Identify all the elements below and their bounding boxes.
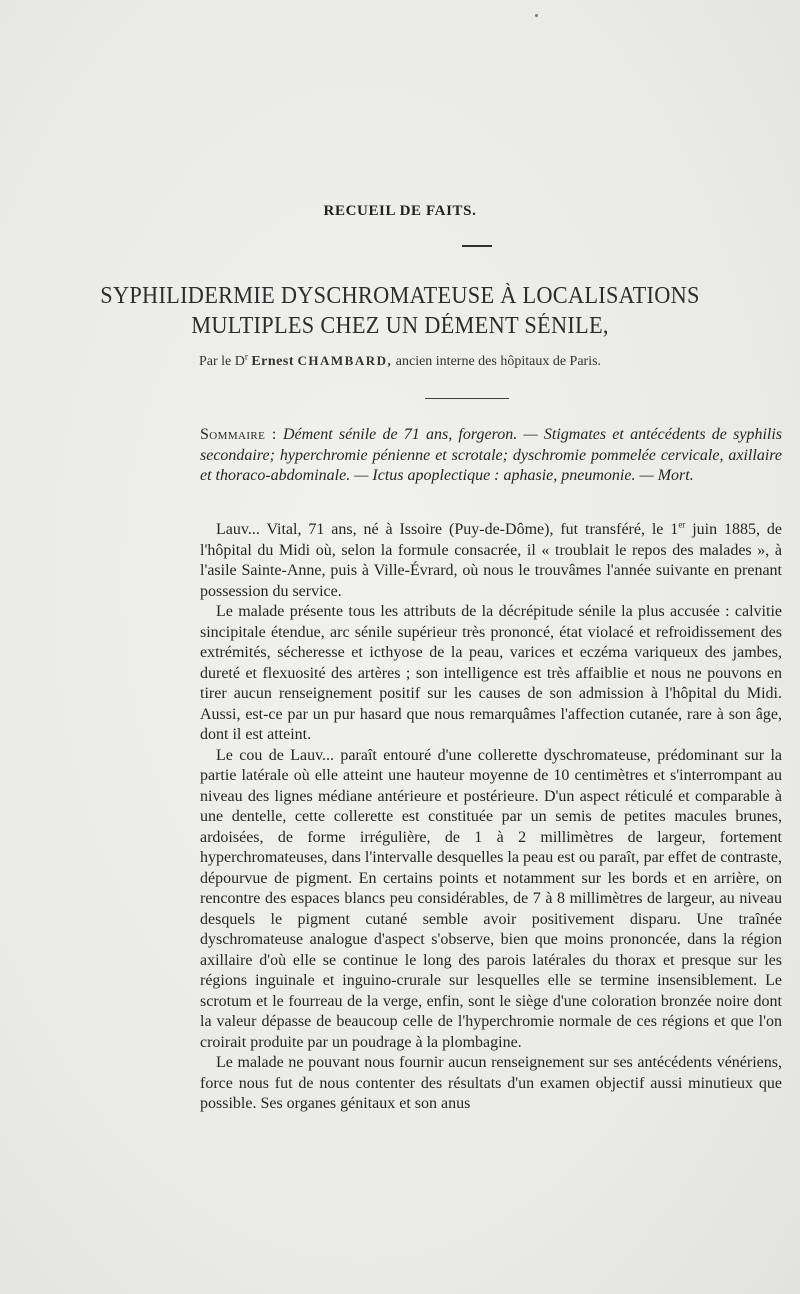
paragraph-4-text: Le malade ne pouvant nous fournir aucun renseignement sur ses antécédents vénériens, force nous fut de nous contenter des résultats d'un examen objectif aussi minutieux que possible. Ses organes génitaux et son anus bbox=[200, 1054, 782, 1112]
byline-prefix-superscript: r bbox=[244, 351, 248, 362]
article-title-line-2: MULTIPLES CHEZ UN DÉMENT SÉNILE, bbox=[191, 313, 609, 339]
author-byline bbox=[0, 353, 800, 370]
body-paragraph-3 bbox=[200, 746, 782, 1054]
short-divider-rule bbox=[462, 245, 492, 247]
author-first-name: Ernest bbox=[251, 354, 295, 369]
summary-block bbox=[200, 425, 782, 487]
section-heading: RECUEIL DE FAITS. bbox=[323, 203, 477, 219]
author-affiliation: ancien interne des hôpitaux de Paris. bbox=[395, 354, 602, 369]
summary-body: Dément sénile de 71 ans, forgeron. — Stigmates et antécédents de syphilis secondaire; hyperchromie pénienne et scrotale; dyschromie pommelée cervicale, axillaire et thoraco-abdominale. — Ictus apoplectique : aphasie, pneumonie. — Mort. bbox=[200, 426, 783, 484]
paragraph-1-text-a: Lauv... Vital, 71 ans, né à Issoire (Puy-de-Dôme), fut transféré, le 1 bbox=[216, 521, 679, 538]
body-paragraph-2 bbox=[200, 602, 782, 746]
summary-lead: Sommaire : bbox=[200, 426, 277, 443]
body-paragraph-4 bbox=[200, 1053, 782, 1115]
paragraph-1-text-b: juin 1885, de l'hôpital du Midi où, selon la formule consacrée, il « troublait le repos des malades », à l'asile Sainte-Anne, puis à Ville-Évrard, où nous le trouvâmes l'année suivante en prenant possession du service. bbox=[200, 521, 782, 600]
body-paragraph-1 bbox=[200, 520, 782, 602]
byline-prefix: Par le D bbox=[198, 354, 245, 369]
paragraph-2-text: Le malade présente tous les attributs de la décrépitude sénile la plus accusée : calvitie sincipitale étendue, arc sénile supérieur très prononcé, état violacé et refroidissement des extrémités, sécheresse et icthyose de la peau, varices et eczéma variqueux des jambes, dureté et flexuosité des artères ; son intelligence est très affaiblie et nous ne pouvons en tirer aucun renseignement positif sur les causes de son admission à l'hôpital du Midi. Aussi, est-ce par un pur hasard que nous remarquâmes l'affection cutanée, rare à son âge, dont il est atteint. bbox=[200, 603, 782, 743]
article-title-line-1: SYPHILIDERMIE DYSCHROMATEUSE À LOCALISATIONS bbox=[100, 283, 700, 309]
paragraph-1-superscript: er bbox=[678, 519, 686, 530]
long-divider-rule bbox=[425, 398, 509, 399]
article-body bbox=[200, 520, 782, 1115]
author-surname: CHAMBARD, bbox=[297, 353, 393, 368]
paragraph-3-text: Le cou de Lauv... paraît entouré d'une collerette dyschromateuse, prédominant sur la partie latérale où elle atteint une hauteur moyenne de 10 centimètres et s'interrompant au niveau des lignes médiane antérieure et postérieure. D'un aspect réticulé et comparable à une dentelle, cette collerette est constituée par un semis de petites macules brunes, ardoisées, de forme irrégulière, de 1 à 2 millimètres de largeur, fortement hyperchromateuses, dans l'intervalle desquelles la peau est ou paraît, par effet de contraste, dépourvue de pigment. En certains points et notamment sur les bords et en arrière, on rencontre des espaces blancs peu considérables, de 7 à 8 millimètres de largeur, au niveau desquels le pigment cutané semble avoir positivement disparu. Une traînée dyschromateuse analogue d'aspect s'observe, bien que moins prononcée, dans la région axillaire d'où elle se continue le long des parois latérales du thorax et presque sur les régions inguinale et inguino-crurale sur lesquelles elle se termine insensiblement. Le scrotum et le fourreau de la verge, enfin, sont le siège d'une coloration bronzée noire dont la valeur dépasse de beaucoup celle de l'hyperchromie normale de ces régions et que l'on croirait produite par un poudrage à la plombagine. bbox=[200, 746, 782, 1051]
print-speck bbox=[535, 14, 538, 17]
